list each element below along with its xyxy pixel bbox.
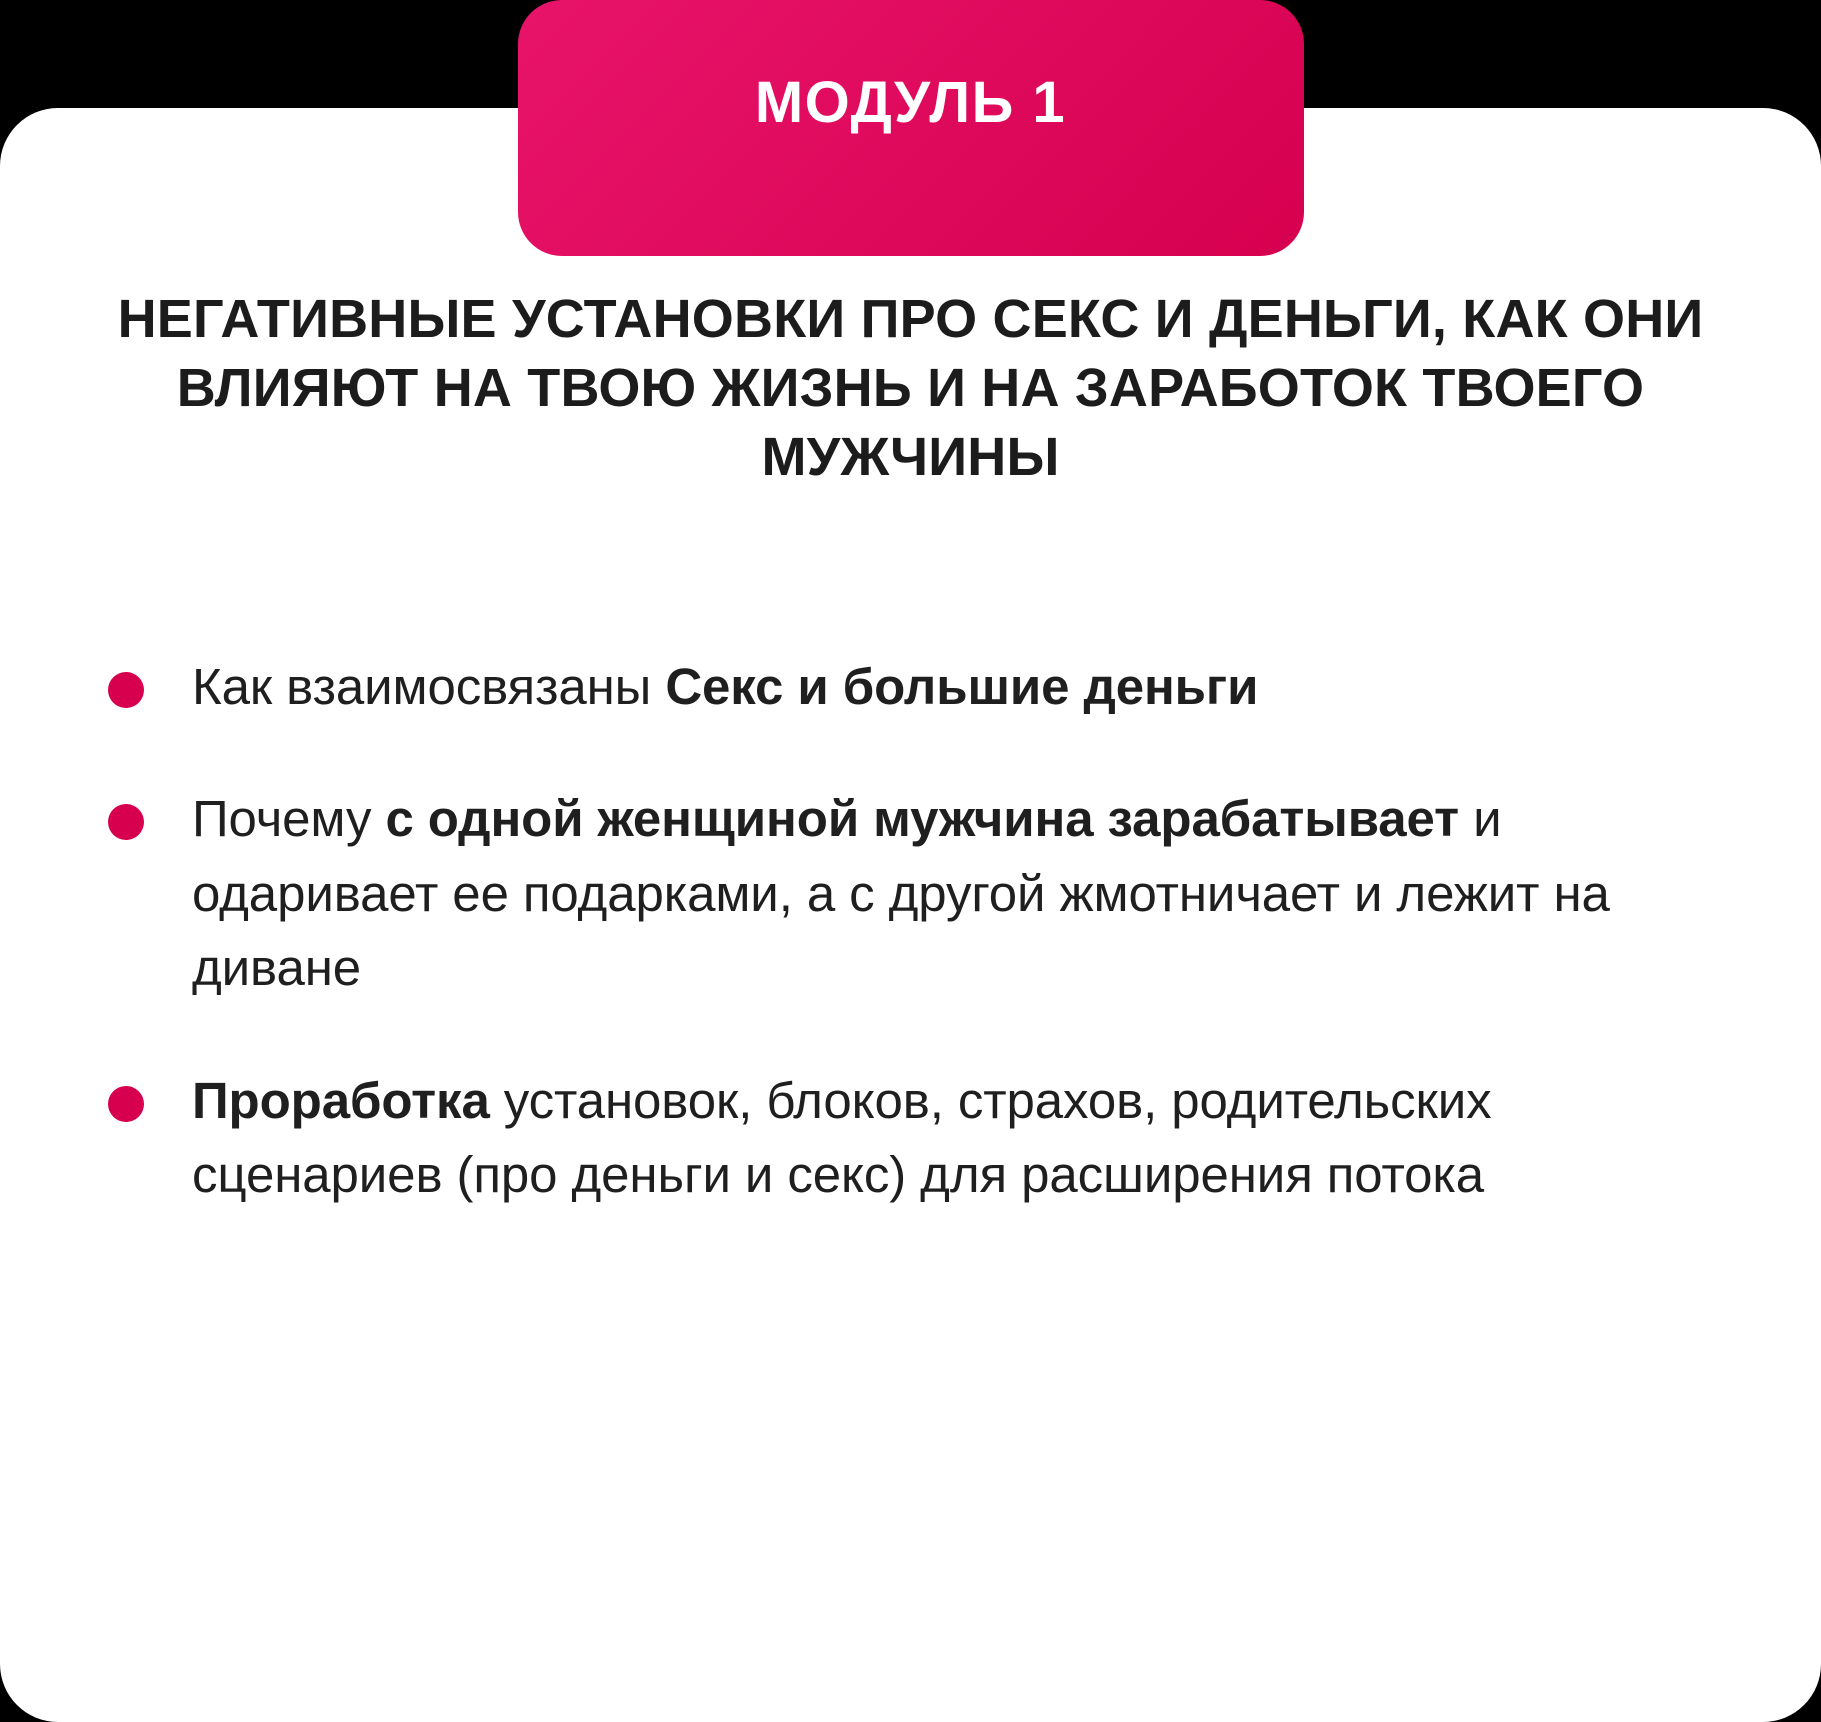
list-item-text <box>192 1064 1728 1213</box>
list-item-text-plain: Как взаимосвязаны <box>192 658 666 715</box>
list-item-text-plain: Почему <box>192 790 386 848</box>
module-badge-label: МОДУЛЬ 1 <box>754 70 1067 135</box>
list-item <box>108 782 1728 1005</box>
module-bullet-list <box>108 650 1728 1213</box>
list-item <box>108 1064 1728 1213</box>
list-item-text-plain: и одаривает ее подарками, а с другой жмотничает и лежит на диване <box>192 790 1610 997</box>
list-item-text-strong: с одной женщиной мужчина зарабатывает <box>385 790 1460 848</box>
bullet-dot-icon <box>108 672 144 708</box>
list-item-text <box>192 650 1728 724</box>
list-item-text <box>192 782 1728 1005</box>
list-item-text-strong: Секс и большие деньги <box>665 658 1259 715</box>
list-item-text-plain: установок, блоков, страхов, родительских сценариев (про деньги и секс) для расширения потока <box>192 1071 1492 1204</box>
bullet-dot-icon <box>108 1086 144 1122</box>
list-item <box>108 650 1728 724</box>
module-title: НЕГАТИВНЫЕ УСТАНОВКИ ПРО СЕКС И ДЕНЬГИ, КАК ОНИ ВЛИЯЮТ НА ТВОЮ ЖИЗНЬ И НА ЗАРАБОТОК ТВОЕГО МУЖЧИНЫ <box>117 289 1704 488</box>
list-item-text-strong: Проработка <box>192 1071 490 1129</box>
bullet-dot-icon <box>108 804 144 840</box>
module-badge <box>518 0 1304 256</box>
